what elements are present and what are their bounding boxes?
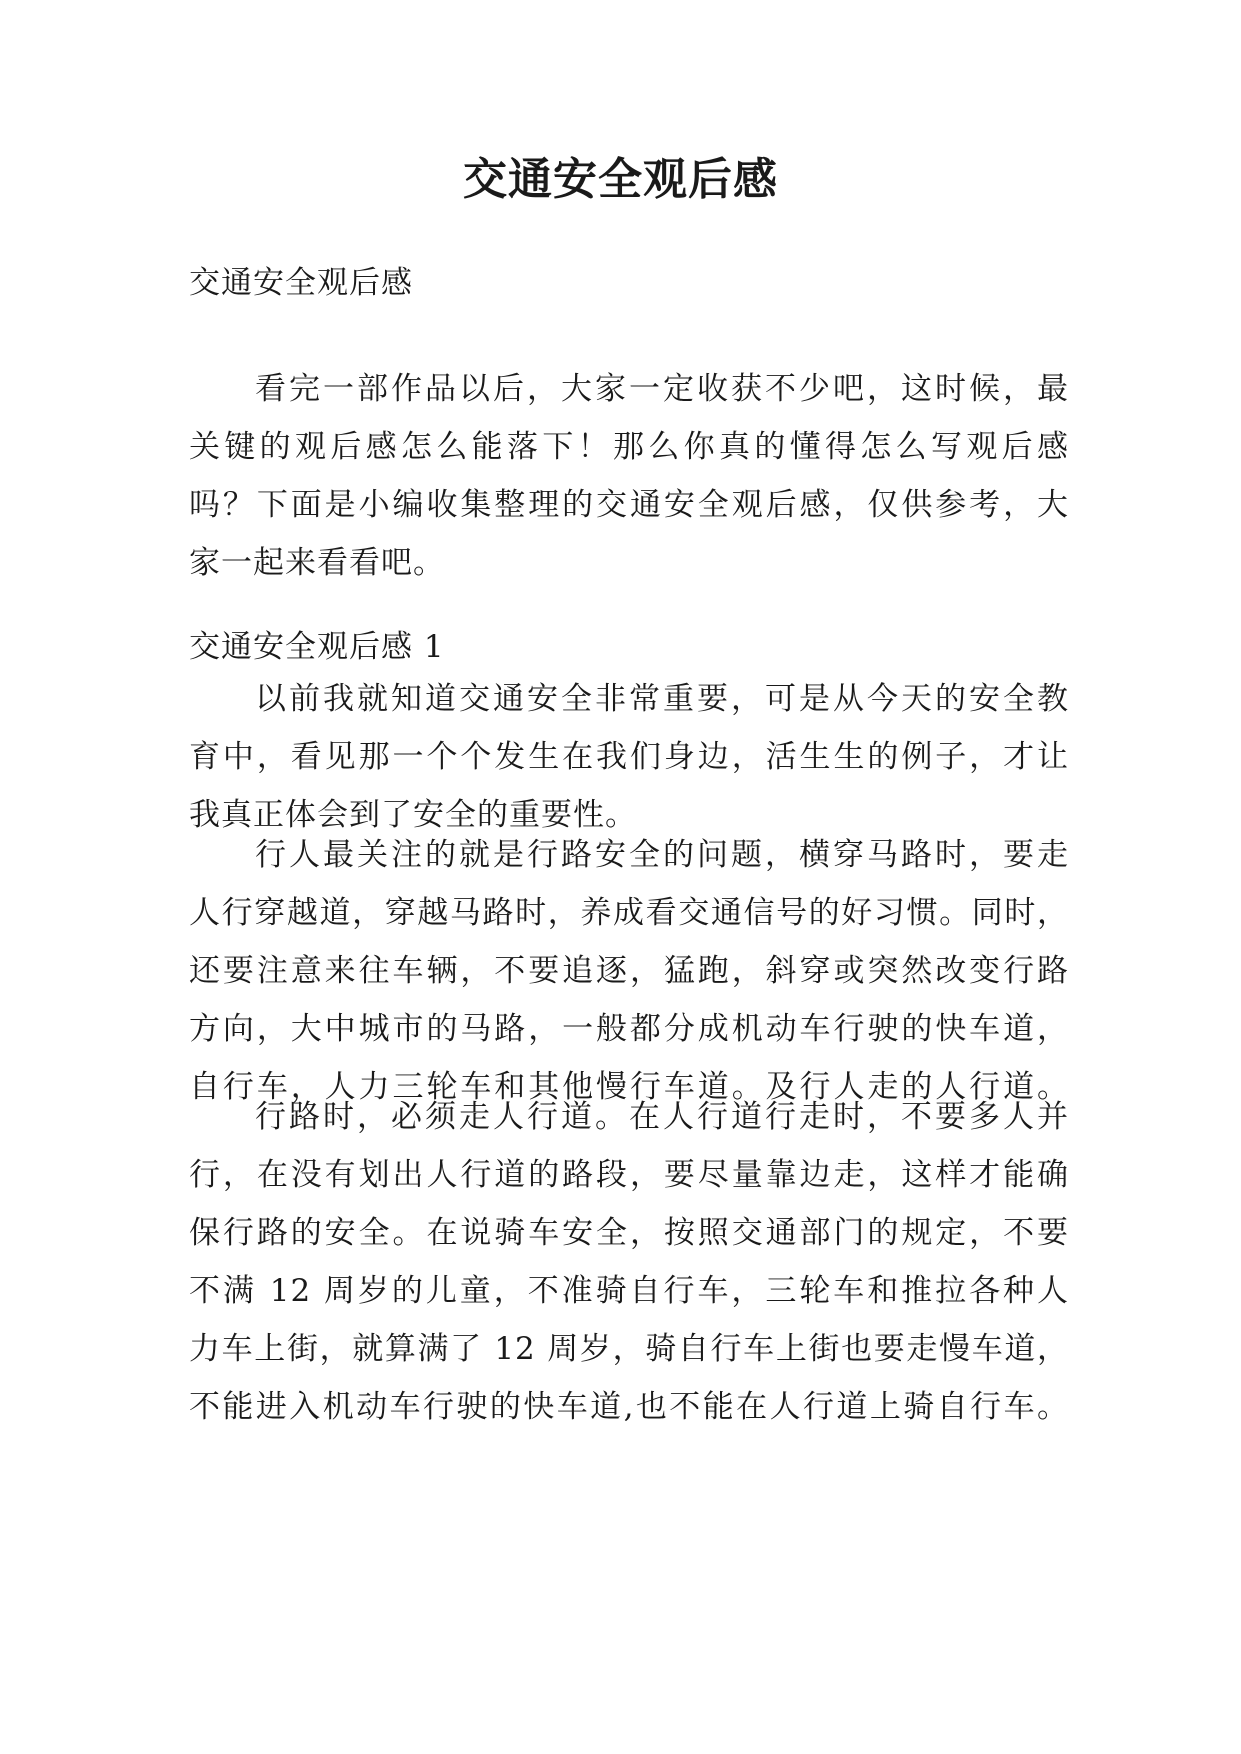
intro-line: 吗？下面是小编收集整理的交通安全观后感，仅供参考，大 xyxy=(189,487,1069,523)
intro-line: 关键的观后感怎么能落下！那么你真的懂得怎么写观后感 xyxy=(189,429,1069,465)
paragraph-line: 行路时，必须走人行道。在人行道行走时，不要多人并 xyxy=(255,1099,1069,1135)
paragraph-line: 不能进入机动车行驶的快车道,也不能在人行道上骑自行车。 xyxy=(189,1389,1069,1425)
document-subtitle: 交通安全观后感 xyxy=(189,265,413,301)
body-paragraph-3 xyxy=(189,1088,1069,1436)
paragraph-line: 人行穿越道，穿越马路时，养成看交通信号的好习惯。同时， xyxy=(189,895,1069,931)
paragraph-line: 方向，大中城市的马路，一般都分成机动车行驶的快车道， xyxy=(189,1011,1069,1047)
section-heading: 交通安全观后感 1 xyxy=(189,629,445,665)
paragraph-line: 以前我就知道交通安全非常重要，可是从今天的安全教 xyxy=(255,681,1069,717)
paragraph-line: 还要注意来往车辆，不要追逐，猛跑，斜穿或突然改变行路 xyxy=(189,953,1069,989)
body-paragraph-1 xyxy=(189,670,1069,844)
intro-paragraph xyxy=(189,360,1069,592)
paragraph-line: 行人最关注的就是行路安全的问题，横穿马路时，要走 xyxy=(255,837,1069,873)
intro-line: 看完一部作品以后，大家一定收获不少吧，这时候，最 xyxy=(255,371,1069,407)
paragraph-line: 保行路的安全。在说骑车安全，按照交通部门的规定，不要 xyxy=(189,1215,1069,1251)
paragraph-line: 行，在没有划出人行道的路段，要尽量靠边走，这样才能确 xyxy=(189,1157,1069,1193)
paragraph-line: 育中，看见那一个个发生在我们身边，活生生的例子，才让 xyxy=(189,739,1069,775)
paragraph-line: 我真正体会到了安全的重要性。 xyxy=(189,797,637,833)
document-title: 交通安全观后感 xyxy=(463,154,778,205)
paragraph-line: 不满 12 周岁的儿童，不准骑自行车，三轮车和推拉各种人 xyxy=(189,1273,1069,1309)
paragraph-line: 自行车，人力三轮车和其他慢行车道。及行人走的人行道。 xyxy=(189,1069,1069,1105)
body-paragraph-2 xyxy=(189,826,1069,1116)
intro-line: 家一起来看看吧。 xyxy=(189,545,445,581)
paragraph-line: 力车上街，就算满了 12 周岁，骑自行车上街也要走慢车道， xyxy=(189,1331,1069,1367)
